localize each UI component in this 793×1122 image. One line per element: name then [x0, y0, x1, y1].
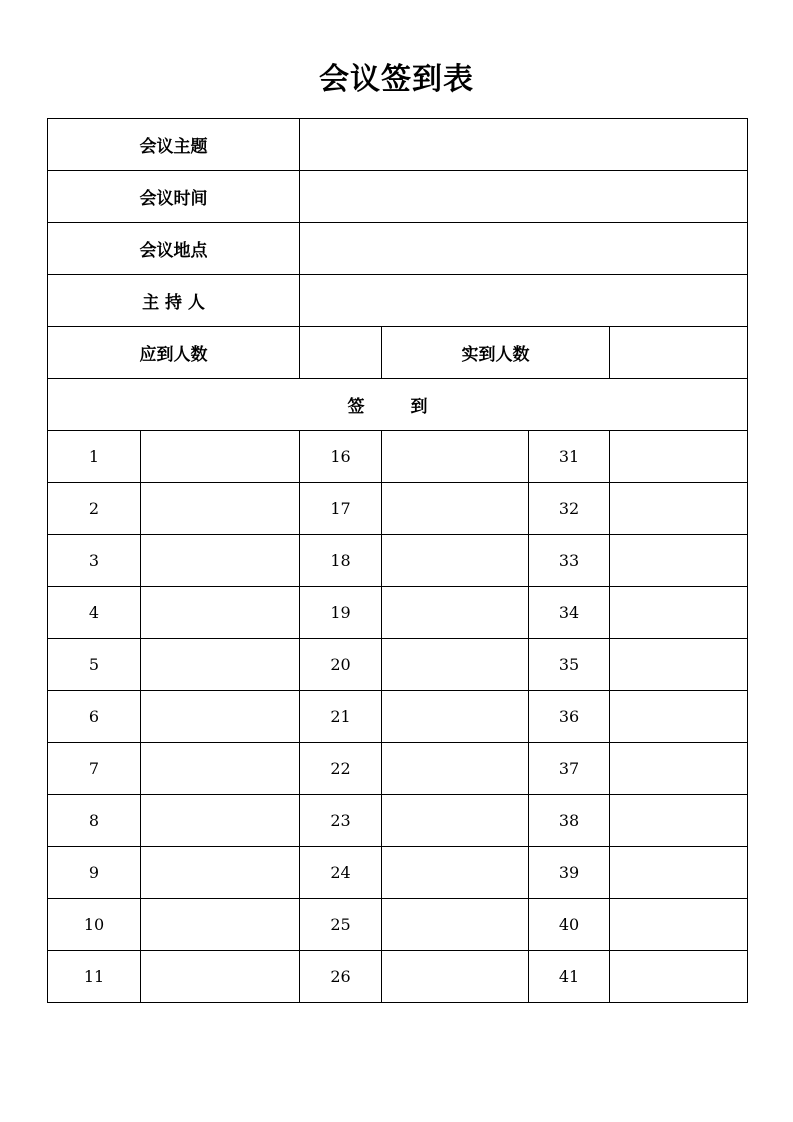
seat-number: 22 [300, 743, 382, 795]
expected-count-field[interactable] [300, 327, 382, 379]
signature-cell[interactable] [610, 639, 748, 691]
seat-number: 4 [48, 587, 141, 639]
signature-cell[interactable] [610, 535, 748, 587]
seat-number: 41 [529, 951, 610, 1003]
seat-number: 20 [300, 639, 382, 691]
expected-count-label: 应到人数 [48, 327, 300, 379]
info-row-topic [48, 119, 748, 171]
signature-cell[interactable] [382, 951, 529, 1003]
sign-header-row [48, 379, 748, 431]
signature-cell[interactable] [141, 951, 300, 1003]
signature-cell[interactable] [610, 847, 748, 899]
seat-number: 40 [529, 899, 610, 951]
signature-cell[interactable] [382, 639, 529, 691]
seat-number: 7 [48, 743, 141, 795]
seat-number: 33 [529, 535, 610, 587]
signature-cell[interactable] [141, 431, 300, 483]
info-row-location [48, 223, 748, 275]
time-label: 会议时间 [48, 171, 300, 223]
actual-count-label: 实到人数 [382, 327, 610, 379]
attendance-row [48, 327, 748, 379]
sign-in-row [48, 743, 748, 795]
signature-cell[interactable] [141, 535, 300, 587]
sign-in-row [48, 899, 748, 951]
seat-number: 21 [300, 691, 382, 743]
signature-cell[interactable] [382, 431, 529, 483]
seat-number: 34 [529, 587, 610, 639]
form-body [48, 119, 748, 431]
signature-cell[interactable] [382, 483, 529, 535]
seat-number: 32 [529, 483, 610, 535]
sign-in-row [48, 847, 748, 899]
signature-cell[interactable] [610, 431, 748, 483]
seat-number: 10 [48, 899, 141, 951]
seat-number: 11 [48, 951, 141, 1003]
actual-count-field[interactable] [610, 327, 748, 379]
topic-field[interactable] [300, 119, 748, 171]
sign-in-row [48, 951, 748, 1003]
signature-cell[interactable] [141, 743, 300, 795]
seat-number: 26 [300, 951, 382, 1003]
page-title: 会议签到表 [319, 62, 474, 97]
seat-number: 16 [300, 431, 382, 483]
seat-number: 25 [300, 899, 382, 951]
seat-number: 3 [48, 535, 141, 587]
signature-cell[interactable] [382, 535, 529, 587]
signature-cell[interactable] [382, 847, 529, 899]
signature-cell[interactable] [382, 743, 529, 795]
signature-cell[interactable] [141, 639, 300, 691]
signature-cell[interactable] [382, 795, 529, 847]
signature-cell[interactable] [382, 899, 529, 951]
location-label: 会议地点 [48, 223, 300, 275]
sign-in-form-table [47, 118, 748, 1003]
signature-cell[interactable] [610, 795, 748, 847]
signature-cell[interactable] [610, 743, 748, 795]
info-row-host [48, 275, 748, 327]
seat-number: 24 [300, 847, 382, 899]
signature-cell[interactable] [141, 899, 300, 951]
signature-cell[interactable] [610, 587, 748, 639]
signature-cell[interactable] [141, 587, 300, 639]
info-row-time [48, 171, 748, 223]
sign-section-header: 签 到 [48, 379, 748, 431]
seat-number: 23 [300, 795, 382, 847]
seat-number: 8 [48, 795, 141, 847]
sign-in-row [48, 483, 748, 535]
signature-cell[interactable] [382, 587, 529, 639]
seat-number: 37 [529, 743, 610, 795]
seat-number: 39 [529, 847, 610, 899]
signature-cell[interactable] [141, 691, 300, 743]
sign-in-row [48, 431, 748, 483]
location-field[interactable] [300, 223, 748, 275]
signature-cell[interactable] [610, 899, 748, 951]
signature-cell[interactable] [141, 847, 300, 899]
signature-cell[interactable] [610, 483, 748, 535]
seat-number: 5 [48, 639, 141, 691]
host-label: 主 持 人 [48, 275, 300, 327]
signature-cell[interactable] [141, 795, 300, 847]
seat-number: 9 [48, 847, 141, 899]
seat-number: 36 [529, 691, 610, 743]
seat-number: 38 [529, 795, 610, 847]
signature-cell[interactable] [610, 951, 748, 1003]
sign-in-row [48, 691, 748, 743]
seat-number: 2 [48, 483, 141, 535]
sign-in-row [48, 587, 748, 639]
signature-cell[interactable] [141, 483, 300, 535]
sign-in-row [48, 639, 748, 691]
seat-number: 18 [300, 535, 382, 587]
signature-cell[interactable] [382, 691, 529, 743]
signature-cell[interactable] [610, 691, 748, 743]
sign-in-rows [48, 431, 748, 1003]
seat-number: 35 [529, 639, 610, 691]
seat-number: 17 [300, 483, 382, 535]
time-field[interactable] [300, 171, 748, 223]
seat-number: 1 [48, 431, 141, 483]
topic-label: 会议主题 [48, 119, 300, 171]
seat-number: 31 [529, 431, 610, 483]
sign-in-row [48, 795, 748, 847]
host-field[interactable] [300, 275, 748, 327]
seat-number: 19 [300, 587, 382, 639]
seat-number: 6 [48, 691, 141, 743]
sign-in-row [48, 535, 748, 587]
